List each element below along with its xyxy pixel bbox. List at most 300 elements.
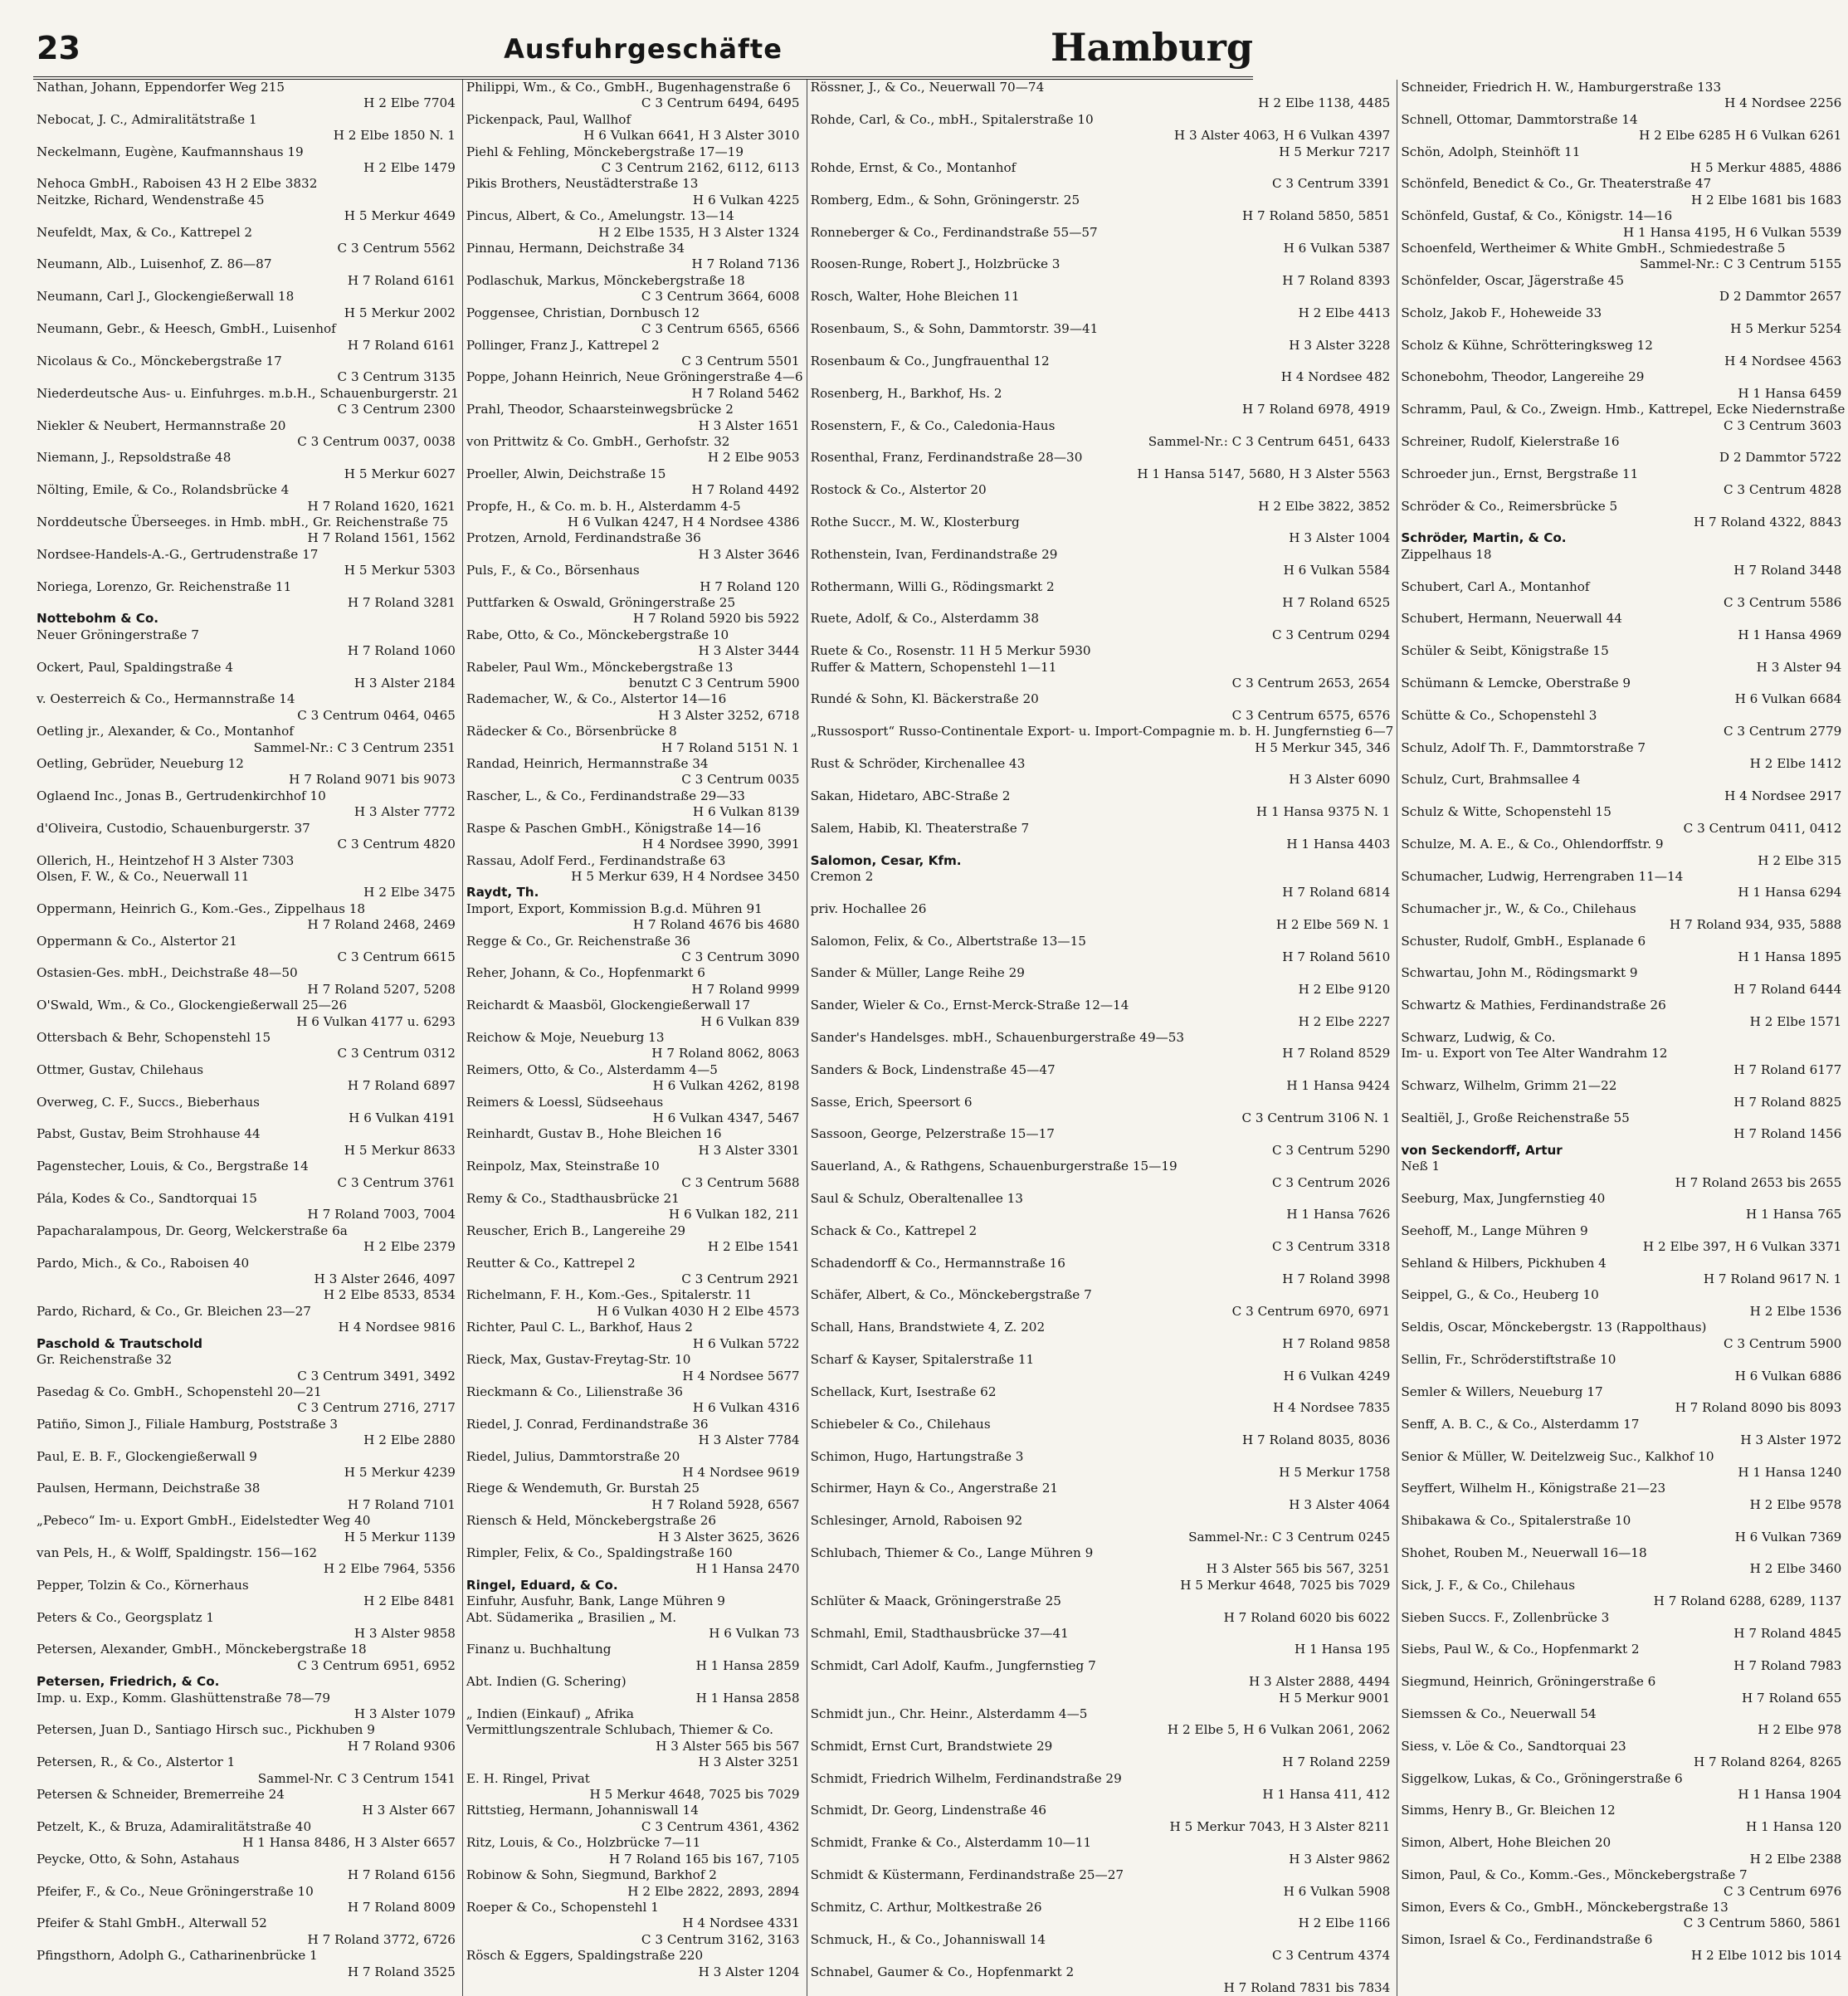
entry-name: Schröder, Martin, & Co. — [1401, 530, 1567, 546]
directory-entry — [37, 1610, 459, 1642]
directory-entry — [466, 1320, 803, 1352]
entry-phone: Sammel-Nr.: C 3 Centrum 2351 — [253, 739, 456, 755]
directory-entry — [466, 1578, 803, 1593]
directory-entry — [811, 1900, 1394, 1932]
entry-phone: H 7 Roland 6177 — [1733, 1061, 1842, 1077]
entry-name: Poggensee, Christian, Dornbusch 12 — [466, 305, 700, 320]
directory-entry — [811, 1320, 1394, 1352]
entry-name: Siegmund, Heinrich, Gröningerstraße 6 — [1401, 1674, 1656, 1690]
entry-name: Richter, Paul C. L., Barkhof, Haus 2 — [466, 1320, 693, 1335]
directory-entry — [37, 1481, 459, 1513]
entry-name: Puttfarken & Oswald, Gröningerstraße 25 — [466, 595, 736, 610]
entry-name: Ollerich, H., Heintzehof H 3 Alster 7303 — [37, 852, 295, 868]
directory-entry — [1401, 998, 1845, 1030]
entry-name: Sassoon, George, Pelzerstraße 15—17 — [810, 1126, 1055, 1142]
directory-entry — [1401, 1674, 1845, 1706]
entry-phone: C 3 Centrum 3603 — [1723, 417, 1842, 433]
entry-phone: H 6 Vulkan 4191 — [349, 1110, 456, 1125]
entry-name: Nebocat, J. C., Admiralitätstraße 1 — [37, 111, 257, 127]
entry-name: Piehl & Fehling, Mönckebergstraße 17—19 — [466, 144, 744, 159]
entry-phone: H 3 Alster 3444 — [698, 643, 800, 659]
entry-phone: H 5 Merkur 1139 — [344, 1529, 456, 1545]
entry-name: Sasse, Erich, Speersort 6 — [810, 1094, 973, 1110]
entry-name: Roeper & Co., Schopenstehl 1 — [466, 1899, 659, 1915]
entry-phone: H 1 Hansa 2858 — [695, 1690, 800, 1706]
entry-name: Ronneberger & Co., Ferdinandstraße 55—57 — [810, 224, 1098, 240]
directory-entry — [37, 1513, 459, 1545]
entry-name: Schwarz, Ludwig, & Co. — [1401, 1029, 1556, 1045]
entry-name: Nicolaus & Co., Mönckebergstraße 17 — [37, 353, 282, 368]
entry-name: Rieckmann & Co., Lilienstraße 36 — [466, 1384, 683, 1399]
directory-entry — [37, 869, 459, 901]
entry-name: Roosen-Runge, Robert J., Holzbrücke 3 — [810, 256, 1061, 272]
directory-entry — [1401, 1287, 1845, 1320]
entry-phone: C 3 Centrum 3491, 3492 — [297, 1368, 456, 1384]
entry-name: Nordsee-Handels-A.-G., Gertrudenstraße 17 — [37, 546, 319, 562]
entry-name: Schmidt, Friedrich Wilhelm, Ferdinandstraße 29 — [810, 1770, 1122, 1786]
entry-name: Rothermann, Willi G., Rödingsmarkt 2 — [810, 578, 1055, 594]
entry-name: Schönfeld, Gustaf, & Co., Königstr. 14—16 — [1401, 208, 1673, 224]
directory-entry — [466, 1867, 803, 1900]
entry-name: Podlaschuk, Markus, Mönckebergstraße 18 — [466, 272, 745, 288]
entry-name: Olsen, F. W., & Co., Neuerwall 11 — [37, 868, 250, 884]
entry-name: Petersen, Friedrich, & Co. — [37, 1674, 220, 1690]
entry-name: Schlüter & Maack, Gröningerstraße 25 — [810, 1593, 1061, 1609]
entry-name: Puls, F., & Co., Börsenhaus — [466, 563, 640, 578]
entry-phone: H 3 Alster 94 — [1756, 659, 1842, 675]
directory-entry — [811, 1691, 1394, 1706]
directory-entry — [1401, 965, 1845, 998]
entry-name: Paul, E. B. F., Glockengießerwall 9 — [37, 1448, 257, 1464]
entry-name: Neß 1 — [1401, 1159, 1441, 1174]
directory-entry — [1401, 1771, 1845, 1803]
entry-phone: H 7 Roland 8264, 8265 — [1693, 1754, 1842, 1770]
entry-name: Reimers & Loessl, Südseehaus — [466, 1094, 664, 1110]
directory-entry — [811, 756, 1394, 788]
entry-phone: H 2 Elbe 1535, H 3 Alster 1324 — [598, 224, 800, 240]
directory-entry — [811, 547, 1394, 579]
entry-name: Rosenthal, Franz, Ferdinandstraße 28—30 — [810, 450, 1083, 466]
entry-phone: H 3 Alster 4064 — [1289, 1496, 1391, 1512]
directory-entry — [37, 1336, 459, 1352]
entry-phone: H 7 Roland 9858 — [1282, 1335, 1391, 1351]
directory-entry — [1401, 1481, 1845, 1513]
entry-name: Petzelt, K., & Bruza, Adamiralitätstraße 40 — [37, 1818, 312, 1834]
entry-name: Protzen, Arnold, Ferdinandstraße 36 — [466, 530, 701, 546]
entry-phone: H 6 Vulkan 5387 — [1283, 241, 1391, 256]
entry-phone: H 4 Nordsee 4563 — [1724, 353, 1842, 368]
entry-name: Schirmer, Hayn & Co., Angerstraße 21 — [810, 1481, 1059, 1496]
entry-phone: C 3 Centrum 3090 — [681, 949, 800, 964]
entry-phone: H 3 Alster 1972 — [1740, 1432, 1842, 1448]
entry-phone: H 6 Vulkan 5722 — [692, 1335, 800, 1351]
directory-entry — [1401, 112, 1845, 144]
directory-entry — [466, 1835, 803, 1867]
entry-name: Semler & Willers, Neueburg 17 — [1401, 1384, 1603, 1399]
entry-phone: H 2 Elbe 3460 — [1749, 1561, 1842, 1577]
entry-phone: H 2 Elbe 1012 bis 1014 — [1690, 1948, 1842, 1964]
directory-entry — [1401, 611, 1845, 643]
entry-name: Pfeifer, F., & Co., Neue Gröningerstraße 10 — [37, 1883, 314, 1899]
entry-name: Pabst, Gustav, Beim Strohhause 44 — [37, 1126, 261, 1142]
entry-name: Ockert, Paul, Spaldingstraße 4 — [37, 659, 234, 675]
entry-name: Salomon, Felix, & Co., Albertstraße 13—15 — [810, 933, 1086, 949]
directory-entry — [37, 1691, 459, 1723]
directory-entry — [811, 1932, 1394, 1964]
entry-phone: H 4 Nordsee 9619 — [682, 1464, 800, 1480]
entry-phone: H 4 Nordsee 2917 — [1724, 788, 1842, 803]
entry-phone: H 3 Alster 3228 — [1289, 337, 1391, 353]
entry-name: Schubert, Hermann, Neuerwall 44 — [1401, 611, 1622, 627]
entry-phone: H 1 Hansa 8486, H 3 Alster 6657 — [242, 1835, 456, 1851]
directory-entry — [466, 1722, 803, 1754]
entry-phone: H 4 Nordsee 5677 — [682, 1368, 800, 1384]
directory-entry — [1401, 1030, 1845, 1046]
directory-entry — [811, 1256, 1394, 1288]
entry-name: Noriega, Lorenzo, Gr. Reichenstraße 11 — [37, 578, 292, 594]
entry-phone: H 3 Alster 3646 — [698, 546, 800, 562]
directory-entry — [1401, 338, 1845, 370]
directory-entry — [1401, 934, 1845, 966]
entry-phone: C 3 Centrum 6951, 6952 — [297, 1657, 456, 1673]
entry-name: Schäfer, Albert, & Co., Mönckebergstraße 7 — [810, 1287, 1092, 1303]
entry-name: Neitzke, Richard, Wendenstraße 45 — [37, 192, 265, 207]
entry-name: Schnell, Ottomar, Dammtorstraße 14 — [1401, 111, 1638, 127]
directory-entry — [466, 112, 803, 144]
entry-phone: H 7 Roland 165 bis 167, 7105 — [608, 1851, 800, 1867]
directory-entry — [1401, 273, 1845, 305]
directory-entry — [811, 386, 1394, 418]
directory-entry — [37, 660, 459, 692]
entry-phone: H 5 Merkur 5254 — [1730, 321, 1842, 337]
entry-name: Schulze, M. A. E., & Co., Ohlendorffstr. 9 — [1401, 837, 1664, 852]
entry-phone: H 7 Roland 7003, 7004 — [307, 1207, 456, 1222]
entry-name: Pfingsthorn, Adolph G., Catharinenbrücke 1 — [37, 1948, 318, 1964]
entry-phone: H 7 Roland 8393 — [1282, 272, 1391, 288]
entry-name: Rabe, Otto, & Co., Mönckebergstraße 10 — [466, 627, 729, 642]
entry-phone: H 7 Roland 6814 — [1282, 885, 1391, 900]
entry-name: Schadendorff & Co., Hermannstraße 16 — [810, 1255, 1065, 1271]
directory-entry — [466, 1900, 803, 1932]
directory-entry — [37, 1852, 459, 1884]
entry-name: Saul & Schulz, Oberaltenallee 13 — [810, 1191, 1023, 1207]
entry-name: Schwartau, John M., Rödingsmarkt 9 — [1401, 965, 1638, 981]
directory-entry — [37, 1417, 459, 1449]
directory-entry — [1401, 1900, 1845, 1932]
entry-name: Neumann, Gebr., & Heesch, GmbH., Luisenhof — [37, 321, 336, 337]
entry-phone: H 6 Vulkan 7369 — [1734, 1529, 1842, 1545]
directory-entry — [1401, 1417, 1845, 1449]
directory-entry — [466, 1030, 803, 1062]
entry-name: Pála, Kodes & Co., Sandtorquai 15 — [37, 1191, 257, 1207]
directory-entry — [37, 1915, 459, 1948]
directory-entry — [37, 627, 459, 660]
entry-name: Niekler & Neubert, Hermannstraße 20 — [37, 417, 286, 433]
entry-name: Raspe & Paschen GmbH., Königstraße 14—16 — [466, 820, 762, 836]
entry-phone: H 3 Alster 2646, 4097 — [314, 1271, 456, 1287]
directory-entry — [466, 1593, 803, 1609]
entry-phone: H 7 Roland 3998 — [1282, 1271, 1391, 1287]
entry-name: Simms, Henry B., Gr. Bleichen 12 — [1401, 1803, 1616, 1818]
city-title: Hamburg — [1051, 25, 1253, 70]
entry-name: Sanders & Bock, Lindenstraße 45—47 — [810, 1061, 1056, 1077]
directory-entry — [811, 1513, 1394, 1545]
entry-phone: H 3 Alster 4063, H 6 Vulkan 4397 — [1173, 128, 1391, 144]
entry-phone: H 7 Roland 7136 — [691, 256, 800, 272]
directory-entry — [37, 853, 459, 869]
entry-name: Senff, A. B. C., & Co., Alsterdamm 17 — [1401, 1416, 1640, 1432]
entry-name: Rosch, Walter, Hohe Bleichen 11 — [810, 289, 1020, 305]
entry-name: Paulsen, Hermann, Deichstraße 38 — [37, 1481, 261, 1496]
entry-name: Robinow & Sohn, Siegmund, Barkhof 2 — [466, 1867, 717, 1883]
entry-phone: C 3 Centrum 3135 — [337, 369, 456, 385]
entry-name: Schuster, Rudolf, GmbH., Esplanade 6 — [1401, 933, 1646, 949]
entry-name: Simon, Albert, Hohe Bleichen 20 — [1401, 1835, 1612, 1851]
entry-phone: H 7 Roland 8009 — [347, 1899, 456, 1915]
entry-phone: H 2 Elbe 3822, 3852 — [1258, 498, 1391, 514]
directory-entry — [466, 434, 803, 466]
directory-entry — [37, 1578, 459, 1610]
directory-entry — [37, 934, 459, 966]
entry-phone: C 3 Centrum 4374 — [1271, 1948, 1391, 1964]
entry-phone: C 3 Centrum 0464, 0465 — [297, 707, 456, 723]
entry-phone: H 2 Elbe 397, H 6 Vulkan 3371 — [1642, 1239, 1842, 1255]
entry-phone: C 3 Centrum 3664, 6008 — [641, 289, 800, 305]
entry-name: Schönfeld, Benedict & Co., Gr. Theaterstraße 47 — [1401, 176, 1712, 192]
directory-entry — [1401, 208, 1845, 241]
directory-entry — [37, 80, 459, 112]
directory-entry — [811, 1384, 1394, 1417]
entry-name: Reichow & Moje, Neueburg 13 — [466, 1029, 665, 1045]
directory-entry — [811, 418, 1394, 451]
entry-name: Schoenfeld, Wertheimer & White GmbH., Schmiedestraße 5 — [1401, 241, 1786, 256]
directory-entry — [466, 595, 803, 627]
directory-entry — [811, 1626, 1394, 1658]
entry-name: Schlubach, Thiemer & Co., Lange Mühren 9 — [810, 1545, 1094, 1560]
directory-entry — [1401, 144, 1845, 177]
entry-phone: H 6 Vulkan 4247, H 4 Nordsee 4386 — [567, 514, 800, 530]
directory-entry — [37, 579, 459, 612]
entry-name: Seyffert, Wilhelm H., Königstraße 21—23 — [1401, 1481, 1666, 1496]
entry-phone: H 7 Roland 4322, 8843 — [1693, 514, 1842, 530]
entry-name: Sander, Wieler & Co., Ernst-Merck-Straße 12—14 — [810, 998, 1129, 1013]
entry-phone: C 3 Centrum 6615 — [337, 949, 456, 964]
directory-entry — [811, 1803, 1394, 1835]
entry-name: Norddeutsche Überseeges. in Hmb. mbH., Gr. Reichenstraße 75 — [37, 514, 449, 530]
directory-entry — [811, 853, 1394, 869]
directory-entry — [37, 321, 459, 354]
entry-phone: C 3 Centrum 3318 — [1271, 1239, 1391, 1255]
directory-entry — [811, 1739, 1394, 1771]
entry-phone: H 3 Alster 1004 — [1289, 530, 1391, 546]
entry-phone: D 2 Dammtor 2657 — [1719, 289, 1842, 305]
entry-name: Raydt, Th. — [466, 885, 539, 900]
entry-phone: H 7 Roland 6444 — [1733, 981, 1842, 997]
entry-phone: H 1 Hansa 5147, 5680, H 3 Alster 5563 — [1137, 466, 1391, 481]
directory-entry — [466, 1803, 803, 1835]
entry-phone: H 6 Vulkan 73 — [709, 1626, 800, 1641]
entry-phone: H 3 Alster 9862 — [1289, 1851, 1391, 1867]
entry-phone: C 3 Centrum 0312 — [337, 1046, 456, 1061]
entry-phone: H 4 Nordsee 2256 — [1724, 95, 1842, 111]
entry-phone: C 3 Centrum 4361, 4362 — [641, 1818, 800, 1834]
entry-name: Shibakawa & Co., Spitalerstraße 10 — [1401, 1513, 1631, 1529]
entry-name: Ruete & Co., Rosenstr. 11 H 5 Merkur 5930 — [810, 643, 1091, 659]
entry-name: Schmidt, Franke & Co., Alsterdamm 10—11 — [810, 1835, 1092, 1851]
entry-phone: H 1 Hansa 6459 — [1738, 385, 1842, 401]
entry-name: Rädecker & Co., Börsenbrücke 8 — [466, 724, 677, 739]
entry-phone: H 7 Roland 6161 — [347, 337, 456, 353]
entry-phone: H 1 Hansa 1895 — [1738, 949, 1842, 964]
entry-phone: H 7 Roland 8529 — [1282, 1046, 1391, 1061]
entry-phone: H 1 Hansa 9375 N. 1 — [1256, 804, 1391, 820]
entry-name: Schmidt & Küstermann, Ferdinandstraße 25—27 — [810, 1867, 1124, 1883]
entry-name: Rundé & Sohn, Kl. Bäckerstraße 20 — [810, 691, 1039, 707]
entry-phone: H 6 Vulkan 182, 211 — [668, 1207, 800, 1222]
entry-name: Rademacher, W., & Co., Alstertor 14—16 — [466, 691, 727, 707]
entry-phone: H 2 Elbe 9120 — [1298, 981, 1391, 997]
entry-name: Rieck, Max, Gustav-Freytag-Str. 10 — [466, 1352, 691, 1368]
entry-phone: H 7 Roland 120 — [700, 578, 800, 594]
entry-name: Ottmer, Gustav, Chilehaus — [37, 1061, 204, 1077]
directory-entry — [466, 466, 803, 499]
entry-name: Nehoca GmbH., Raboisen 43 H 2 Elbe 3832 — [37, 176, 318, 192]
entry-name: O'Swald, Wm., & Co., Glockengießerwall 25—26 — [37, 998, 348, 1013]
entry-phone: C 3 Centrum 4828 — [1723, 482, 1842, 498]
entry-phone: H 7 Roland 6288, 6289, 1137 — [1653, 1593, 1842, 1609]
entry-phone: C 3 Centrum 3106 N. 1 — [1241, 1110, 1391, 1125]
directory-entry — [1401, 869, 1845, 901]
entry-name: Schmidt, Dr. Georg, Lindenstraße 46 — [810, 1803, 1047, 1818]
entry-phone: H 6 Vulkan 4225 — [692, 192, 800, 207]
entry-phone: H 2 Elbe 2822, 2893, 2894 — [627, 1883, 800, 1899]
directory-entry — [811, 482, 1394, 515]
entry-name: Peters & Co., Georgsplatz 1 — [37, 1609, 215, 1625]
entry-phone: Sammel-Nr. C 3 Centrum 1541 — [257, 1770, 456, 1786]
directory-entry — [466, 1417, 803, 1449]
entry-phone: H 7 Roland 1561, 1562 — [307, 530, 456, 546]
entry-name: van Pels, H., & Wolff, Spaldingstr. 156—162 — [37, 1545, 318, 1560]
entry-phone: H 3 Alster 1079 — [354, 1706, 456, 1722]
entry-phone: H 5 Merkur 7217 — [1279, 144, 1391, 159]
directory-entry — [1401, 1159, 1845, 1191]
directory-entry — [466, 1610, 803, 1642]
directory-entry — [1401, 499, 1845, 531]
directory-entry — [1401, 305, 1845, 338]
directory-entry — [811, 901, 1394, 934]
entry-phone: H 4 Nordsee 482 — [1280, 369, 1391, 385]
entry-phone: H 7 Roland 9617 N. 1 — [1703, 1271, 1842, 1287]
entry-name: Schonebohm, Theodor, Langereihe 29 — [1401, 369, 1645, 385]
entry-name: Niemann, J., Repsoldstraße 48 — [37, 450, 232, 466]
entry-name: Schramm, Paul, & Co., Zweign. Hmb., Kattrepel, Ecke Niedernstraße — [1401, 402, 1846, 417]
directory-entry — [811, 724, 1394, 756]
entry-phone: H 3 Alster 3252, 6718 — [658, 707, 800, 723]
directory-entry — [37, 611, 459, 627]
entry-name: Cremon 2 — [810, 868, 874, 884]
entry-phone: H 5 Merkur 7043, H 3 Alster 8211 — [1169, 1818, 1391, 1834]
entry-name: Richelmann, F. H., Kom.-Ges., Spitalerstr. 11 — [466, 1287, 753, 1303]
entry-name: Vermittlungszentrale Schlubach, Thiemer & Co. — [466, 1722, 773, 1738]
entry-phone: H 4 Nordsee 3990, 3991 — [642, 837, 800, 852]
directory-entry — [811, 193, 1394, 225]
entry-phone: H 1 Hansa 1904 — [1738, 1787, 1842, 1803]
directory-entry — [466, 1642, 803, 1674]
entry-phone: C 3 Centrum 6494, 6495 — [641, 95, 800, 111]
entry-name: Poppe, Johann Heinrich, Neue Gröningerstraße 4—6 — [466, 369, 803, 385]
entry-phone: H 7 Roland 6525 — [1282, 595, 1391, 610]
entry-phone: D 2 Dammtor 5722 — [1719, 450, 1842, 466]
entry-phone: H 7 Roland 6897 — [347, 1078, 456, 1094]
entry-name: Schulz, Adolf Th. F., Dammtorstraße 7 — [1401, 739, 1646, 755]
directory-entry — [37, 756, 459, 788]
entry-name: Rassau, Adolf Ferd., Ferdinandstraße 63 — [466, 852, 726, 868]
directory-entry — [37, 289, 459, 321]
entry-phone: H 1 Hansa 4195, H 6 Vulkan 5539 — [1622, 224, 1842, 240]
entry-name: Pagenstecher, Louis, & Co., Bergstraße 14 — [37, 1159, 309, 1174]
directory-entry — [811, 1030, 1394, 1062]
entry-name: Regge & Co., Gr. Reichenstraße 36 — [466, 933, 691, 949]
entry-phone: H 3 Alster 2888, 4494 — [1248, 1674, 1391, 1690]
entry-name: Pickenpack, Paul, Wallhof — [466, 111, 631, 127]
directory-entry — [466, 1062, 803, 1095]
directory-entry — [1401, 176, 1845, 208]
entry-phone: H 4 Nordsee 4331 — [682, 1915, 800, 1931]
directory-entry — [466, 788, 803, 821]
entry-phone: H 1 Hansa 4403 — [1286, 837, 1391, 852]
directory-entry — [1401, 466, 1845, 499]
entry-name: Pfeifer & Stahl GmbH., Alterwall 52 — [37, 1915, 267, 1931]
directory-entry — [1401, 1449, 1845, 1481]
directory-entry — [811, 1593, 1394, 1626]
entry-name: Rittstieg, Hermann, Johanniswall 14 — [466, 1803, 699, 1818]
entry-name: Rostock & Co., Alstertor 20 — [810, 482, 987, 498]
entry-name: Finanz u. Buchhaltung — [466, 1642, 612, 1657]
entry-name: Schön, Adolph, Steinhöft 11 — [1401, 144, 1581, 159]
entry-phone: C 3 Centrum 5501 — [681, 353, 800, 368]
entry-name: Rabeler, Paul Wm., Mönckebergstraße 13 — [466, 659, 734, 675]
entry-name: Oetling jr., Alexander, & Co., Montanhof — [37, 724, 294, 739]
entry-phone: C 3 Centrum 5688 — [681, 1174, 800, 1190]
directory-entry — [37, 788, 459, 821]
entry-name: Propfe, H., & Co. m. b. H., Alsterdamm 4-5 — [466, 498, 741, 514]
directory-entry — [466, 1674, 803, 1706]
entry-name: Pikis Brothers, Neustädterstraße 13 — [466, 176, 699, 192]
entry-name: Import, Export, Kommission B.g.d. Mühren 91 — [466, 900, 763, 916]
directory-entry — [1401, 579, 1845, 612]
entry-name: Sakan, Hidetaro, ABC-Straße 2 — [810, 788, 1011, 803]
entry-name: Simon, Paul, & Co., Komm.-Ges., Mönckebergstraße 7 — [1401, 1867, 1748, 1883]
entry-name: Schreiner, Rudolf, Kielerstraße 16 — [1401, 433, 1620, 449]
entry-name: Schack & Co., Kattrepel 2 — [810, 1222, 978, 1238]
directory-entry — [37, 1126, 459, 1159]
entry-phone: Sammel-Nr.: C 3 Centrum 0245 — [1188, 1529, 1391, 1545]
directory-entry — [1401, 1191, 1845, 1223]
directory-entry — [466, 1223, 803, 1256]
entry-phone: H 7 Roland 5920 bis 5922 — [632, 611, 800, 627]
directory-entry — [466, 821, 803, 853]
directory-entry — [1401, 1610, 1845, 1642]
entry-name: Pasedag & Co. GmbH., Schopenstehl 20—21 — [37, 1384, 322, 1399]
entry-name: Neumann, Alb., Luisenhof, Z. 86—87 — [37, 256, 272, 272]
entry-name: Sander's Handelsges. mbH., Schauenburgerstraße 49—53 — [810, 1029, 1185, 1045]
entry-phone: C 3 Centrum 5900 — [1723, 1335, 1842, 1351]
entry-phone: H 5 Merkur 1758 — [1279, 1464, 1391, 1480]
entry-name: Rascher, L., & Co., Ferdinandstraße 29—33 — [466, 788, 745, 803]
entry-phone: H 6 Vulkan 4177 u. 6293 — [296, 1013, 456, 1029]
entry-phone: H 2 Elbe 569 N. 1 — [1275, 917, 1391, 933]
entry-name: Sealtiël, J., Große Reichenstraße 55 — [1401, 1110, 1630, 1125]
